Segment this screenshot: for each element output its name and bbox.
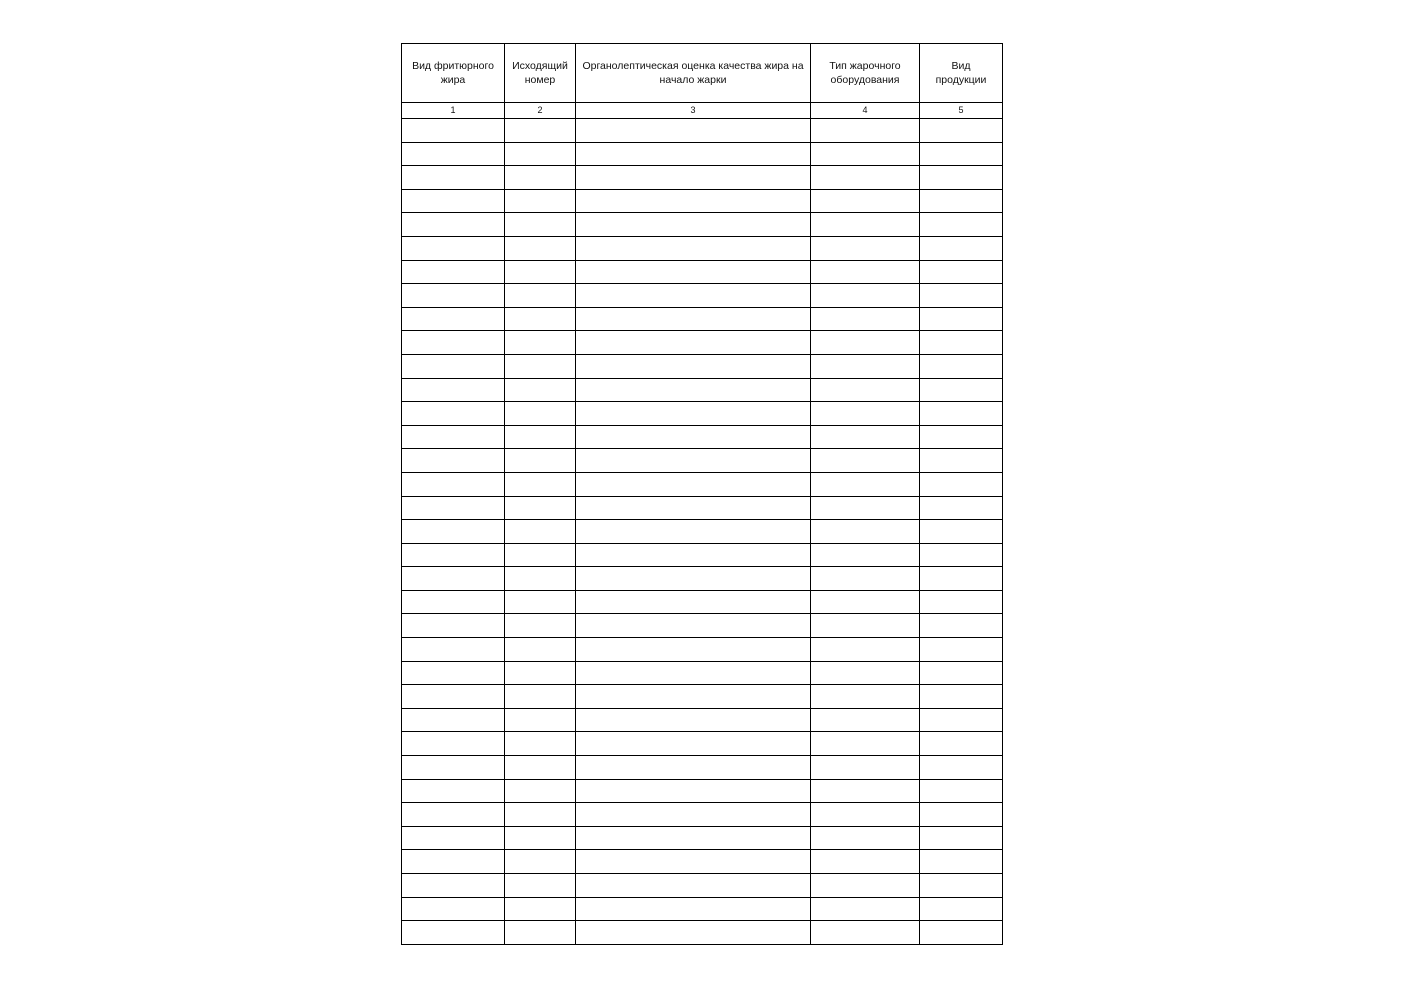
table-cell[interactable] — [576, 590, 811, 614]
table-cell[interactable] — [576, 874, 811, 898]
table-cell[interactable] — [402, 260, 505, 284]
table-cell[interactable] — [576, 614, 811, 638]
table-cell[interactable] — [811, 567, 920, 591]
table-cell[interactable] — [920, 897, 1003, 921]
table-cell[interactable] — [576, 543, 811, 567]
table-cell[interactable] — [402, 661, 505, 685]
column-header-fat-type: Вид фритюрного жира — [402, 44, 505, 103]
table-cell[interactable] — [576, 803, 811, 827]
table-cell[interactable] — [576, 685, 811, 709]
table-row — [402, 543, 1003, 567]
table-cell[interactable] — [920, 402, 1003, 426]
table-cell[interactable] — [920, 189, 1003, 213]
table-cell[interactable] — [505, 260, 576, 284]
table-row — [402, 354, 1003, 378]
table-cell[interactable] — [402, 189, 505, 213]
table-cell[interactable] — [811, 166, 920, 190]
table-cell[interactable] — [402, 874, 505, 898]
table-cell[interactable] — [505, 685, 576, 709]
table-cell[interactable] — [920, 520, 1003, 544]
table-cell[interactable] — [402, 284, 505, 308]
table-cell[interactable] — [920, 779, 1003, 803]
table-cell[interactable] — [811, 496, 920, 520]
table-cell[interactable] — [811, 378, 920, 402]
table-cell[interactable] — [505, 166, 576, 190]
column-number-row — [402, 103, 1003, 119]
table-cell[interactable] — [505, 402, 576, 426]
table-row — [402, 708, 1003, 732]
table-row — [402, 307, 1003, 331]
table-cell[interactable] — [811, 756, 920, 780]
table-cell[interactable] — [402, 496, 505, 520]
table-cell[interactable] — [920, 638, 1003, 662]
column-number-5: 5 — [920, 103, 1003, 119]
table-cell[interactable] — [811, 354, 920, 378]
table-cell[interactable] — [811, 779, 920, 803]
table-cell[interactable] — [811, 897, 920, 921]
header-row — [402, 44, 1003, 103]
table-cell[interactable] — [505, 236, 576, 260]
table-cell[interactable] — [402, 779, 505, 803]
table-cell[interactable] — [811, 213, 920, 237]
table-cell[interactable] — [505, 874, 576, 898]
table-cell[interactable] — [811, 520, 920, 544]
table-cell[interactable] — [920, 685, 1003, 709]
table-cell[interactable] — [402, 425, 505, 449]
table-cell[interactable] — [920, 307, 1003, 331]
column-number-4: 4 — [811, 103, 920, 119]
column-header-organoleptic-assessment: Органолептическая оценка качества жира на начало жарки — [576, 44, 811, 103]
table-cell[interactable] — [505, 732, 576, 756]
table-cell[interactable] — [920, 166, 1003, 190]
table-row — [402, 685, 1003, 709]
table-cell[interactable] — [920, 142, 1003, 166]
table-cell[interactable] — [505, 614, 576, 638]
table-row — [402, 425, 1003, 449]
table-cell[interactable] — [811, 260, 920, 284]
table-cell[interactable] — [811, 614, 920, 638]
table-cell[interactable] — [402, 685, 505, 709]
table-cell[interactable] — [811, 284, 920, 308]
table-row — [402, 756, 1003, 780]
table-cell[interactable] — [576, 449, 811, 473]
table-cell[interactable] — [505, 189, 576, 213]
table-cell[interactable] — [402, 921, 505, 945]
table-cell[interactable] — [811, 661, 920, 685]
table-cell[interactable] — [576, 142, 811, 166]
table-cell[interactable] — [920, 213, 1003, 237]
table-cell[interactable] — [920, 590, 1003, 614]
table-cell[interactable] — [920, 732, 1003, 756]
table-cell[interactable] — [505, 213, 576, 237]
table-cell[interactable] — [920, 850, 1003, 874]
table-cell[interactable] — [505, 921, 576, 945]
table-cell[interactable] — [811, 803, 920, 827]
table-row — [402, 213, 1003, 237]
table-cell[interactable] — [402, 166, 505, 190]
table-cell[interactable] — [576, 260, 811, 284]
table-cell[interactable] — [811, 921, 920, 945]
table-cell[interactable] — [402, 449, 505, 473]
table-cell[interactable] — [402, 897, 505, 921]
table-row — [402, 166, 1003, 190]
table-row — [402, 732, 1003, 756]
table-row — [402, 567, 1003, 591]
table-cell[interactable] — [920, 614, 1003, 638]
table-cell[interactable] — [576, 284, 811, 308]
table-row — [402, 331, 1003, 355]
table-cell[interactable] — [505, 661, 576, 685]
table-cell[interactable] — [576, 378, 811, 402]
table-cell[interactable] — [811, 472, 920, 496]
table-row — [402, 449, 1003, 473]
table-cell[interactable] — [505, 803, 576, 827]
table-cell[interactable] — [505, 567, 576, 591]
table-cell[interactable] — [811, 142, 920, 166]
table-cell[interactable] — [402, 756, 505, 780]
table-cell[interactable] — [920, 874, 1003, 898]
table-cell[interactable] — [811, 425, 920, 449]
table-row — [402, 803, 1003, 827]
table-cell[interactable] — [402, 543, 505, 567]
table-cell[interactable] — [505, 425, 576, 449]
table-cell[interactable] — [402, 732, 505, 756]
table-cell[interactable] — [920, 543, 1003, 567]
table-row — [402, 779, 1003, 803]
table-row — [402, 850, 1003, 874]
table-row — [402, 236, 1003, 260]
table-cell[interactable] — [402, 402, 505, 426]
table-cell[interactable] — [811, 590, 920, 614]
table-cell[interactable] — [576, 354, 811, 378]
table-cell[interactable] — [402, 236, 505, 260]
table-cell[interactable] — [576, 921, 811, 945]
table-cell[interactable] — [576, 850, 811, 874]
table-row — [402, 284, 1003, 308]
column-header-equipment-type: Тип жарочного оборудования — [811, 44, 920, 103]
table-cell[interactable] — [920, 756, 1003, 780]
table-cell[interactable] — [402, 803, 505, 827]
table-cell[interactable] — [505, 897, 576, 921]
table-cell[interactable] — [811, 708, 920, 732]
table-cell[interactable] — [920, 567, 1003, 591]
table-cell[interactable] — [811, 449, 920, 473]
table-row — [402, 142, 1003, 166]
table-cell[interactable] — [576, 567, 811, 591]
table-row — [402, 590, 1003, 614]
column-header-product-type: Вид продукции — [920, 44, 1003, 103]
table-cell[interactable] — [920, 496, 1003, 520]
table-cell[interactable] — [576, 213, 811, 237]
table-cell[interactable] — [920, 425, 1003, 449]
table-cell[interactable] — [576, 732, 811, 756]
table-cell[interactable] — [811, 732, 920, 756]
table-cell[interactable] — [576, 119, 811, 143]
table-row — [402, 614, 1003, 638]
table-cell[interactable] — [402, 331, 505, 355]
table-cell[interactable] — [576, 638, 811, 662]
table-cell[interactable] — [505, 638, 576, 662]
table-cell[interactable] — [402, 708, 505, 732]
table-cell[interactable] — [920, 260, 1003, 284]
table-cell[interactable] — [505, 496, 576, 520]
table-cell[interactable] — [920, 354, 1003, 378]
table-cell[interactable] — [576, 331, 811, 355]
table-cell[interactable] — [811, 189, 920, 213]
table-cell[interactable] — [920, 119, 1003, 143]
table-cell[interactable] — [402, 378, 505, 402]
table-cell[interactable] — [920, 826, 1003, 850]
table-row — [402, 472, 1003, 496]
table-cell[interactable] — [505, 826, 576, 850]
column-number-3: 3 — [576, 103, 811, 119]
table-cell[interactable] — [505, 779, 576, 803]
table-cell[interactable] — [576, 166, 811, 190]
table-cell[interactable] — [505, 708, 576, 732]
table-row — [402, 260, 1003, 284]
table-cell[interactable] — [811, 826, 920, 850]
table-cell[interactable] — [505, 520, 576, 544]
table-cell[interactable] — [920, 472, 1003, 496]
table-cell[interactable] — [576, 756, 811, 780]
table-cell[interactable] — [920, 236, 1003, 260]
table-cell[interactable] — [811, 236, 920, 260]
column-header-outgoing-number: Исходящий номер — [505, 44, 576, 103]
table-cell[interactable] — [576, 425, 811, 449]
table-cell[interactable] — [811, 685, 920, 709]
table-cell[interactable] — [505, 284, 576, 308]
table-cell[interactable] — [402, 850, 505, 874]
table-row — [402, 402, 1003, 426]
table-cell[interactable] — [505, 331, 576, 355]
table-cell[interactable] — [811, 307, 920, 331]
column-number-1: 1 — [402, 103, 505, 119]
table-cell[interactable] — [576, 520, 811, 544]
table-cell[interactable] — [811, 850, 920, 874]
table-cell[interactable] — [920, 331, 1003, 355]
fryer-fat-log-table — [401, 43, 1003, 945]
table-cell[interactable] — [402, 354, 505, 378]
table-cell[interactable] — [576, 496, 811, 520]
table-cell[interactable] — [811, 119, 920, 143]
table-cell[interactable] — [920, 803, 1003, 827]
table-body — [402, 119, 1003, 945]
table-cell[interactable] — [576, 897, 811, 921]
table-cell[interactable] — [505, 590, 576, 614]
table-cell[interactable] — [920, 284, 1003, 308]
table-cell[interactable] — [505, 756, 576, 780]
table-row — [402, 661, 1003, 685]
table-cell[interactable] — [402, 590, 505, 614]
table-cell[interactable] — [576, 472, 811, 496]
table-row — [402, 520, 1003, 544]
table-cell[interactable] — [811, 402, 920, 426]
table-cell[interactable] — [505, 378, 576, 402]
table-row — [402, 119, 1003, 143]
table-cell[interactable] — [505, 354, 576, 378]
table-cell[interactable] — [402, 520, 505, 544]
table-cell[interactable] — [505, 119, 576, 143]
table-cell[interactable] — [811, 638, 920, 662]
table-cell[interactable] — [811, 543, 920, 567]
column-number-2: 2 — [505, 103, 576, 119]
table-cell[interactable] — [811, 331, 920, 355]
table-cell[interactable] — [811, 874, 920, 898]
table-cell[interactable] — [576, 779, 811, 803]
table-row — [402, 921, 1003, 945]
table-cell[interactable] — [505, 449, 576, 473]
table-cell[interactable] — [920, 378, 1003, 402]
table-cell[interactable] — [505, 850, 576, 874]
table-row — [402, 638, 1003, 662]
table-cell[interactable] — [576, 307, 811, 331]
table-cell[interactable] — [402, 614, 505, 638]
table-cell[interactable] — [402, 472, 505, 496]
table-row — [402, 874, 1003, 898]
table-cell[interactable] — [576, 708, 811, 732]
table-cell[interactable] — [402, 142, 505, 166]
table-cell[interactable] — [576, 826, 811, 850]
table-row — [402, 378, 1003, 402]
table-cell[interactable] — [505, 307, 576, 331]
table-cell[interactable] — [402, 826, 505, 850]
table-row — [402, 826, 1003, 850]
table-cell[interactable] — [402, 638, 505, 662]
table-row — [402, 897, 1003, 921]
table-row — [402, 189, 1003, 213]
table-cell[interactable] — [505, 472, 576, 496]
table-cell[interactable] — [505, 543, 576, 567]
table-cell[interactable] — [402, 307, 505, 331]
table-cell[interactable] — [576, 189, 811, 213]
table-cell[interactable] — [920, 449, 1003, 473]
table-cell[interactable] — [920, 661, 1003, 685]
table-cell[interactable] — [920, 708, 1003, 732]
table-cell[interactable] — [576, 236, 811, 260]
table-cell[interactable] — [505, 142, 576, 166]
table-cell[interactable] — [576, 402, 811, 426]
table-cell[interactable] — [576, 661, 811, 685]
table-cell[interactable] — [920, 921, 1003, 945]
table-cell[interactable] — [402, 567, 505, 591]
table-cell[interactable] — [402, 213, 505, 237]
table-cell[interactable] — [402, 119, 505, 143]
table-row — [402, 496, 1003, 520]
